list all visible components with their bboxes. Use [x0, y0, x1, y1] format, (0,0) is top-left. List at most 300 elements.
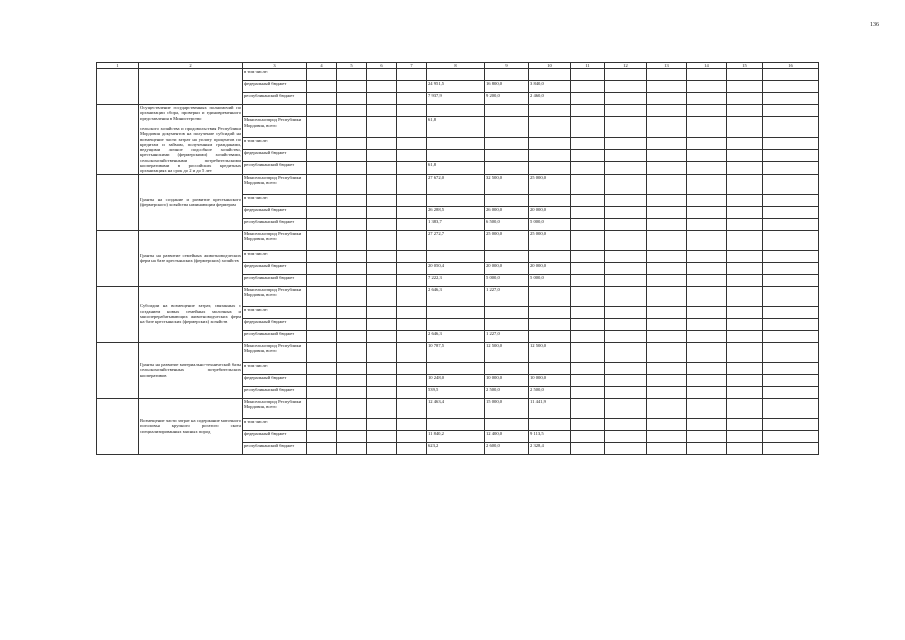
value-v10: 25 000,0	[529, 230, 571, 250]
empty-cell	[605, 430, 647, 442]
empty-cell	[605, 81, 647, 93]
empty-cell	[307, 69, 337, 81]
empty-cell	[647, 442, 687, 454]
empty-cell	[337, 117, 367, 137]
empty-cell	[367, 342, 397, 362]
empty-cell	[397, 286, 427, 306]
empty-cell	[571, 250, 605, 262]
empty-cell	[367, 105, 397, 117]
funding-source: Минсельхозпрод Республики Мордовия, всего	[243, 342, 307, 362]
empty-cell	[307, 386, 337, 398]
empty-cell	[763, 342, 819, 362]
table-row	[97, 174, 819, 194]
empty-cell	[367, 250, 397, 262]
value-v9: 16 800,0	[485, 81, 529, 93]
empty-cell	[647, 81, 687, 93]
empty-cell	[571, 117, 605, 137]
empty-cell	[307, 398, 337, 418]
empty-cell	[397, 137, 427, 149]
empty-cell	[571, 430, 605, 442]
empty-cell	[687, 162, 727, 174]
empty-cell	[397, 262, 427, 274]
value-v10	[529, 418, 571, 430]
empty-cell	[571, 374, 605, 386]
empty-cell	[727, 230, 763, 250]
empty-cell	[307, 174, 337, 194]
value-v9: 6 500,0	[485, 218, 529, 230]
empty-cell	[727, 250, 763, 262]
funding-source: Минсельхозпрод Республики Мордовия, всего	[243, 230, 307, 250]
empty-cell	[307, 342, 337, 362]
empty-cell	[367, 174, 397, 194]
empty-cell	[687, 442, 727, 454]
value-v8: 7 937,9	[427, 93, 485, 105]
value-v10	[529, 362, 571, 374]
value-v10: 2 500,0	[529, 386, 571, 398]
row-number-cell	[97, 342, 139, 398]
value-v8: 10 248,0	[427, 374, 485, 386]
empty-cell	[397, 330, 427, 342]
empty-cell	[307, 93, 337, 105]
empty-cell	[307, 218, 337, 230]
empty-cell	[763, 306, 819, 318]
value-v9	[485, 150, 529, 162]
empty-cell	[687, 306, 727, 318]
column-header-6: 6	[367, 63, 397, 69]
empty-cell	[687, 386, 727, 398]
column-header-12: 12	[605, 63, 647, 69]
empty-cell	[367, 230, 397, 250]
empty-cell	[727, 430, 763, 442]
value-v8: 61,8	[427, 117, 485, 137]
value-v10: 2 328,4	[529, 442, 571, 454]
row-number-cell	[97, 398, 139, 454]
empty-cell	[571, 69, 605, 81]
value-v10	[529, 162, 571, 174]
empty-cell	[605, 418, 647, 430]
value-v10: 2 460,0	[529, 93, 571, 105]
empty-cell	[727, 218, 763, 230]
empty-cell	[687, 374, 727, 386]
empty-cell	[367, 442, 397, 454]
empty-cell	[727, 318, 763, 330]
empty-cell	[397, 206, 427, 218]
empty-cell	[727, 150, 763, 162]
empty-cell	[397, 194, 427, 206]
empty-cell	[763, 442, 819, 454]
empty-cell	[397, 442, 427, 454]
value-v10	[529, 250, 571, 262]
empty-cell	[397, 230, 427, 250]
empty-cell	[571, 342, 605, 362]
column-header-4: 4	[307, 63, 337, 69]
page-number: 136	[870, 22, 879, 28]
value-v9: 1 227,0	[485, 330, 529, 342]
empty-cell	[727, 286, 763, 306]
empty-cell	[571, 218, 605, 230]
funding-source: республиканский бюджет	[243, 274, 307, 286]
activity-description	[139, 105, 243, 174]
empty-cell	[687, 318, 727, 330]
empty-cell	[367, 117, 397, 137]
empty-cell	[367, 93, 397, 105]
activity-description	[139, 286, 243, 342]
empty-cell	[605, 442, 647, 454]
activity-description	[139, 69, 243, 105]
empty-cell	[337, 374, 367, 386]
empty-cell	[763, 386, 819, 398]
empty-cell	[307, 274, 337, 286]
value-v9	[485, 137, 529, 149]
value-v8: 2 646,3	[427, 330, 485, 342]
empty-cell	[307, 250, 337, 262]
value-v10: 10 000,0	[529, 374, 571, 386]
empty-cell	[571, 93, 605, 105]
empty-cell	[571, 194, 605, 206]
empty-cell	[647, 342, 687, 362]
empty-cell	[605, 262, 647, 274]
empty-cell	[367, 194, 397, 206]
empty-cell	[727, 418, 763, 430]
empty-cell	[307, 442, 337, 454]
empty-cell	[337, 430, 367, 442]
value-v8: 27 672,0	[427, 174, 485, 194]
empty-cell	[397, 398, 427, 418]
value-v9: 10 000,0	[485, 374, 529, 386]
value-v8	[427, 418, 485, 430]
empty-cell	[307, 81, 337, 93]
empty-cell	[367, 274, 397, 286]
empty-cell	[571, 318, 605, 330]
empty-cell	[397, 150, 427, 162]
empty-cell	[727, 374, 763, 386]
empty-cell	[307, 286, 337, 306]
empty-cell	[605, 218, 647, 230]
funding-source: Минсельхозпрод Республики Мордовия, всего	[243, 117, 307, 137]
empty-cell	[337, 306, 367, 318]
empty-cell	[687, 362, 727, 374]
empty-cell	[337, 342, 367, 362]
empty-cell	[367, 162, 397, 174]
empty-cell	[367, 318, 397, 330]
empty-cell	[647, 69, 687, 81]
row-number-cell	[97, 174, 139, 230]
funding-source: республиканский бюджет	[243, 162, 307, 174]
empty-cell	[763, 274, 819, 286]
empty-cell	[763, 117, 819, 137]
value-v9: 32 500,0	[485, 174, 529, 194]
empty-cell	[605, 162, 647, 174]
empty-cell	[367, 286, 397, 306]
funding-source: в том числе:	[243, 306, 307, 318]
empty-cell	[397, 174, 427, 194]
funding-source: республиканский бюджет	[243, 218, 307, 230]
activity-text: Субсидии на возмещение затрат, связанных с созданием новых семейных молочных и мясоперерабатывающих животноводческих ферм на базе крестьянских (фермерских) хозяйств	[140, 303, 241, 325]
activity-text: Гранты на развитие материально-технической базы сельскохозяйственных потребительских кооперативов	[140, 362, 241, 378]
empty-cell	[687, 93, 727, 105]
empty-cell	[647, 362, 687, 374]
empty-cell	[367, 418, 397, 430]
empty-cell	[647, 286, 687, 306]
empty-cell	[307, 262, 337, 274]
empty-cell	[605, 330, 647, 342]
empty-cell	[307, 150, 337, 162]
empty-cell	[337, 162, 367, 174]
empty-cell	[727, 262, 763, 274]
activity-text-continued: сельского хозяйства и продовольствия Республики Мордовия документов на получение субсидий на возмещение части затрат на уплату процентов по кредитам и займам, полученным гражданами, ведущими личное подсобное хозяйство, крестьянскими (фермерскими) хозяйствами, сельскохозяйственными потребительскими кооперативами в российских кредитных организациях на срок до 2 и до 5 лет	[140, 126, 241, 174]
value-v8: 61,8	[427, 162, 485, 174]
empty-cell	[647, 105, 687, 117]
empty-cell	[727, 93, 763, 105]
value-v9	[485, 194, 529, 206]
value-v8	[427, 362, 485, 374]
empty-cell	[571, 262, 605, 274]
row-number-cell	[97, 286, 139, 342]
empty-cell	[647, 418, 687, 430]
value-v9	[485, 250, 529, 262]
value-v10	[529, 306, 571, 318]
empty-cell	[605, 137, 647, 149]
empty-cell	[763, 137, 819, 149]
empty-cell	[397, 418, 427, 430]
funding-source: федеральный бюджет	[243, 206, 307, 218]
empty-cell	[337, 262, 367, 274]
empty-cell	[727, 194, 763, 206]
empty-cell	[605, 150, 647, 162]
empty-cell	[763, 398, 819, 418]
value-v10	[529, 330, 571, 342]
empty-cell	[687, 262, 727, 274]
empty-cell	[307, 230, 337, 250]
empty-cell	[397, 162, 427, 174]
empty-cell	[397, 386, 427, 398]
empty-cell	[687, 206, 727, 218]
column-header-15: 15	[727, 63, 763, 69]
empty-cell	[571, 418, 605, 430]
empty-cell	[337, 81, 367, 93]
value-v8	[427, 105, 485, 117]
table-row	[97, 286, 819, 306]
empty-cell	[647, 250, 687, 262]
empty-cell	[763, 105, 819, 117]
value-v8: 11 840,2	[427, 430, 485, 442]
empty-cell	[367, 374, 397, 386]
funding-source: в том числе:	[243, 194, 307, 206]
funding-source: республиканский бюджет	[243, 442, 307, 454]
empty-cell	[727, 306, 763, 318]
empty-cell	[763, 262, 819, 274]
empty-cell	[367, 150, 397, 162]
empty-cell	[647, 374, 687, 386]
column-header-1: 1	[97, 63, 139, 69]
empty-cell	[605, 362, 647, 374]
activity-description	[139, 342, 243, 398]
empty-cell	[307, 306, 337, 318]
empty-cell	[687, 105, 727, 117]
empty-cell	[571, 150, 605, 162]
empty-cell	[647, 137, 687, 149]
table-row	[97, 398, 819, 418]
empty-cell	[687, 342, 727, 362]
value-v9: 2 600,0	[485, 442, 529, 454]
empty-cell	[571, 230, 605, 250]
empty-cell	[367, 306, 397, 318]
column-header-14: 14	[687, 63, 727, 69]
value-v10	[529, 137, 571, 149]
empty-cell	[727, 137, 763, 149]
empty-cell	[397, 117, 427, 137]
empty-cell	[337, 218, 367, 230]
empty-cell	[727, 386, 763, 398]
empty-cell	[687, 150, 727, 162]
empty-cell	[397, 69, 427, 81]
empty-cell	[763, 286, 819, 306]
column-header-8: 8	[427, 63, 485, 69]
empty-cell	[337, 274, 367, 286]
empty-cell	[605, 250, 647, 262]
empty-cell	[571, 174, 605, 194]
empty-cell	[367, 362, 397, 374]
empty-cell	[763, 162, 819, 174]
empty-cell	[571, 137, 605, 149]
empty-cell	[763, 93, 819, 105]
activity-text: Гранты на развитие семейных животноводческих ферм на базе крестьянских (фермерских) хозяйств	[140, 252, 241, 264]
empty-cell	[605, 69, 647, 81]
value-v8: 26 288,5	[427, 206, 485, 218]
row-number-cell	[97, 69, 139, 105]
empty-cell	[763, 318, 819, 330]
table-row	[97, 230, 819, 250]
empty-cell	[571, 206, 605, 218]
empty-cell	[337, 398, 367, 418]
empty-cell	[367, 206, 397, 218]
empty-cell	[367, 81, 397, 93]
empty-cell	[397, 306, 427, 318]
empty-cell	[337, 250, 367, 262]
empty-cell	[337, 93, 367, 105]
empty-cell	[367, 398, 397, 418]
empty-cell	[605, 386, 647, 398]
value-v10: 9 113,5	[529, 430, 571, 442]
value-v8: 12 463,4	[427, 398, 485, 418]
empty-cell	[337, 194, 367, 206]
activity-description	[139, 230, 243, 286]
empty-cell	[397, 274, 427, 286]
empty-cell	[647, 274, 687, 286]
value-v8: 20 050,4	[427, 262, 485, 274]
empty-cell	[647, 306, 687, 318]
value-v10	[529, 194, 571, 206]
funding-source: федеральный бюджет	[243, 318, 307, 330]
empty-cell	[687, 274, 727, 286]
empty-cell	[727, 69, 763, 81]
empty-cell	[307, 330, 337, 342]
empty-cell	[337, 442, 367, 454]
value-v10: 20 000,0	[529, 206, 571, 218]
empty-cell	[367, 69, 397, 81]
value-v9	[485, 162, 529, 174]
funding-source: в том числе:	[243, 362, 307, 374]
empty-cell	[763, 250, 819, 262]
empty-cell	[605, 398, 647, 418]
empty-cell	[647, 93, 687, 105]
activity-text: Осуществление государственных полномочий по организации сбора, проверки и единовременного представления в Министерство	[140, 105, 241, 121]
empty-cell	[647, 330, 687, 342]
value-v10	[529, 318, 571, 330]
empty-cell	[307, 194, 337, 206]
empty-cell	[647, 162, 687, 174]
value-v9: 9 200,0	[485, 93, 529, 105]
empty-cell	[687, 286, 727, 306]
value-v8	[427, 194, 485, 206]
value-v8: 24 951,5	[427, 81, 485, 93]
funding-source: республиканский бюджет	[243, 386, 307, 398]
activity-description	[139, 398, 243, 454]
value-v9	[485, 105, 529, 117]
empty-cell	[307, 362, 337, 374]
empty-cell	[687, 398, 727, 418]
empty-cell	[763, 69, 819, 81]
value-v10	[529, 150, 571, 162]
empty-cell	[397, 318, 427, 330]
column-header-2: 2	[139, 63, 243, 69]
empty-cell	[571, 306, 605, 318]
empty-cell	[307, 374, 337, 386]
empty-cell	[397, 250, 427, 262]
empty-cell	[605, 230, 647, 250]
value-v9: 15 000,0	[485, 398, 529, 418]
row-number-cell	[97, 105, 139, 174]
funding-source: республиканский бюджет	[243, 330, 307, 342]
empty-cell	[727, 81, 763, 93]
value-v9	[485, 362, 529, 374]
column-header-7: 7	[397, 63, 427, 69]
value-v10: 25 000,0	[529, 174, 571, 194]
empty-cell	[727, 398, 763, 418]
column-header-3: 3	[243, 63, 307, 69]
empty-cell	[337, 418, 367, 430]
funding-source: федеральный бюджет	[243, 81, 307, 93]
value-v8: 10 787,5	[427, 342, 485, 362]
empty-cell	[367, 386, 397, 398]
value-v9: 20 000,0	[485, 262, 529, 274]
empty-cell	[397, 342, 427, 362]
empty-cell	[727, 117, 763, 137]
value-v9	[485, 318, 529, 330]
empty-cell	[687, 117, 727, 137]
empty-cell	[307, 206, 337, 218]
value-v10	[529, 69, 571, 81]
empty-cell	[763, 418, 819, 430]
empty-cell	[337, 137, 367, 149]
empty-cell	[605, 105, 647, 117]
empty-cell	[763, 206, 819, 218]
empty-cell	[367, 262, 397, 274]
value-v9	[485, 418, 529, 430]
funding-source: федеральный бюджет	[243, 262, 307, 274]
table-row	[97, 342, 819, 362]
empty-cell	[687, 430, 727, 442]
empty-cell	[727, 330, 763, 342]
funding-source: Минсельхозпрод Республики Мордовия, всего	[243, 286, 307, 306]
value-v8	[427, 150, 485, 162]
empty-cell	[337, 286, 367, 306]
empty-cell	[605, 174, 647, 194]
empty-cell	[307, 318, 337, 330]
empty-cell	[571, 362, 605, 374]
empty-cell	[571, 105, 605, 117]
empty-cell	[763, 362, 819, 374]
